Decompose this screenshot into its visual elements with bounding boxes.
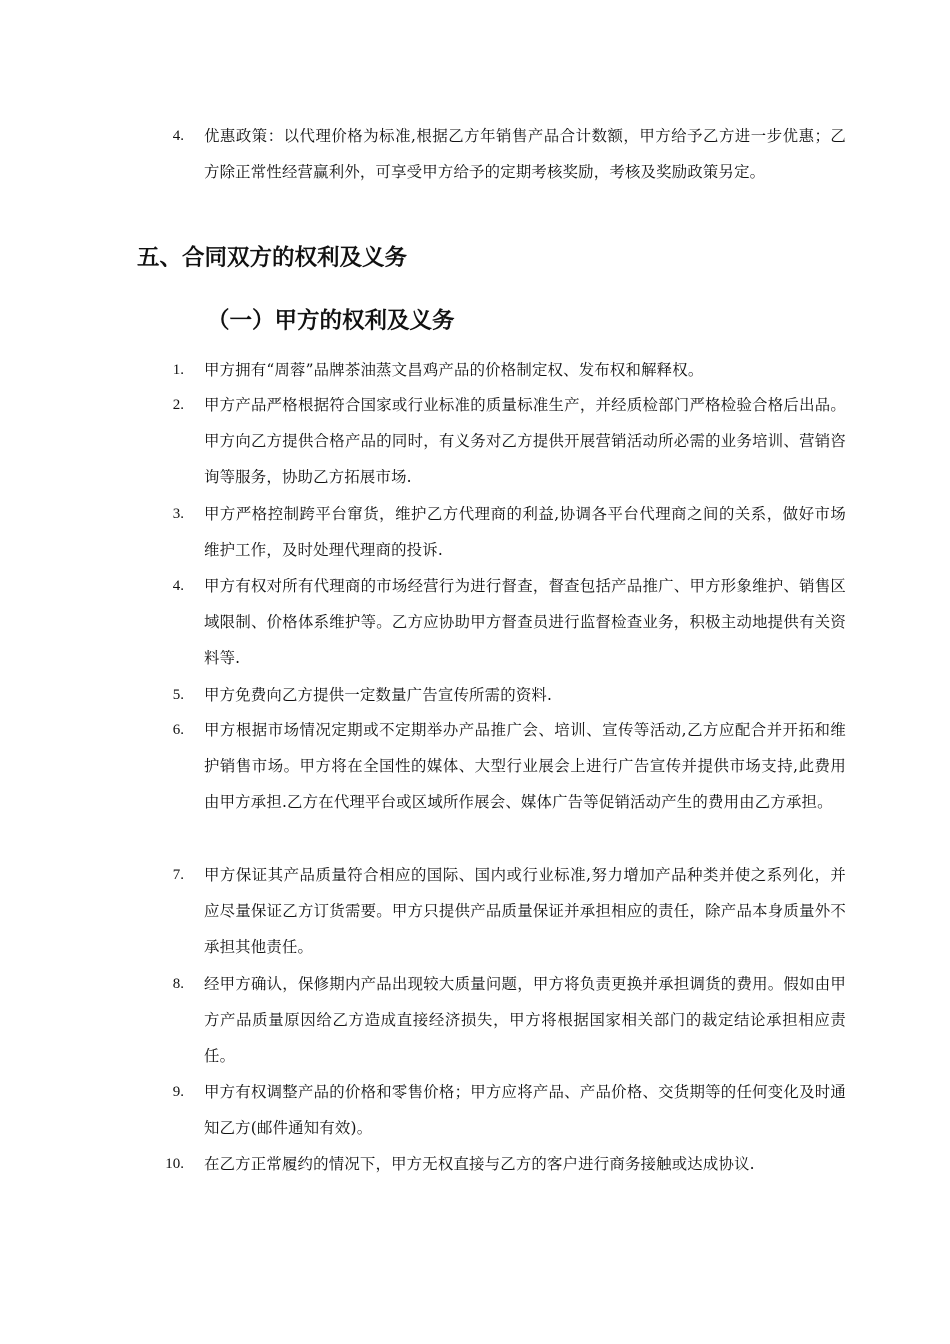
- list-item-text: 在乙方正常履约的情况下，甲方无权直接与乙方的客户进行商务接触或达成协议.: [204, 1155, 755, 1173]
- list-item-number: 3.: [172, 506, 184, 522]
- list-item-number: 2.: [172, 397, 184, 413]
- list-item-number: 8.: [172, 976, 184, 992]
- list-item-text: 优惠政策：以代理价格为标准,根据乙方年销售产品合计数额，甲方给予乙方进一步优惠；乙方除正常性经营赢利外，可享受甲方给予的定期考核奖励，考核及奖励政策另定。: [204, 127, 846, 181]
- list-item-number: 4.: [172, 128, 184, 144]
- list-item-number: 10.: [165, 1156, 184, 1172]
- list-item-text: 甲方有权对所有代理商的市场经营行为进行督查，督查包括产品推广、甲方形象维护、销售区域限制、价格体系维护等。乙方应协助甲方督查员进行监督检查业务，积极主动地提供有关资料等.: [204, 577, 846, 667]
- list-item-number: 7.: [172, 867, 184, 883]
- list-item-text: 甲方有权调整产品的价格和零售价格；甲方应将产品、产品价格、交货期等的任何变化及时通知乙方(邮件通知有效)。: [204, 1083, 846, 1137]
- list-item-text: 甲方根据市场情况定期或不定期举办产品推广会、培训、宣传等活动,乙方应配合并开拓和维护销售市场。甲方将在全国性的媒体、大型行业展会上进行广告宣传并提供市场支持,此费用由甲方承担.乙方在代理平台或区域所作展会、媒体广告等促销活动产生的费用由乙方承担。: [204, 721, 846, 811]
- section-heading: 五、合同双方的权利及义务: [137, 245, 408, 271]
- list-item-text: 甲方保证其产品质量符合相应的国际、国内或行业标准,努力增加产品种类并使之系列化，并应尽量保证乙方订货需要。甲方只提供产品质量保证并承担相应的责任，除产品本身质量外不承担其他责任。: [204, 866, 846, 956]
- subsection-heading: （一）甲方的权利及义务: [207, 308, 455, 334]
- list-item-text: 甲方拥有“周蓉”品牌茶油蒸文昌鸡产品的价格制定权、发布权和解释权。: [204, 361, 704, 379]
- list-item-number: 1.: [172, 362, 184, 378]
- list-item-number: 5.: [172, 687, 184, 703]
- list-item-number: 6.: [172, 722, 184, 738]
- list-item-number: 9.: [172, 1084, 184, 1100]
- list-item-text: 甲方严格控制跨平台窜货，维护乙方代理商的利益,协调各平台代理商之间的关系，做好市场维护工作，及时处理代理商的投诉.: [204, 505, 846, 559]
- list-item-text: 甲方产品严格根据符合国家或行业标准的质量标准生产，并经质检部门严格检验合格后出品。甲方向乙方提供合格产品的同时，有义务对乙方提供开展营销活动所必需的业务培训、营销咨询等服务，协助乙方拓展市场.: [204, 396, 846, 486]
- list-item-number: 4.: [172, 578, 184, 594]
- list-item-text: 甲方免费向乙方提供一定数量广告宣传所需的资料.: [204, 686, 553, 704]
- list-item-text: 经甲方确认，保修期内产品出现较大质量问题，甲方将负责更换并承担调货的费用。假如由甲方产品质量原因给乙方造成直接经济损失，甲方将根据国家相关部门的裁定结论承担相应责任。: [204, 975, 846, 1065]
